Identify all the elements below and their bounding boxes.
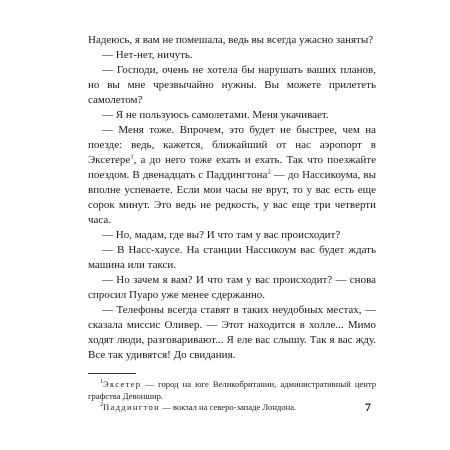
paragraph-9: — Телефоны всегда ставят в таких неудобных местах, — сказала миссис Оливер. — Этот находится в холле... Мимо ходят люди, разговаривают... Я еле вас слышу. Так я вас жду. Все так удивятся! До свидания. (88, 304, 376, 361)
page-number: 7 (365, 400, 371, 414)
footnote-ref-2[interactable]: 2 (267, 168, 271, 176)
main-text (88, 33, 376, 363)
footnote-2-text: — вокзал на северо-западе Лондона. (160, 402, 297, 412)
footnote-2 (88, 402, 376, 414)
footnote-1-text: — город на юге Великобритании, административный центр графства Девоншир. (88, 379, 376, 401)
footnote-ref-1[interactable]: 1 (130, 153, 134, 161)
book-page (88, 33, 376, 414)
paragraph-7: — В Насс-хаусе. На станции Нассикоум вас будет ждать машина или такси. (88, 244, 376, 271)
paragraph-5-part-1: — Меня тоже. Впрочем, это будет не быстрее, чем на поезде: ведь, кажется, ближайший от нас аэропорт в Эксетере (88, 124, 376, 166)
paragraph-5-part-2: , а до него тоже ехать и ехать. Так что поезжайте поездом. В двенадцать с Паддингтона (88, 154, 376, 181)
paragraph-1: Надеюсь, я вам не помешала, ведь вы всегда ужасно заняты? (88, 34, 374, 46)
footnote-divider (88, 373, 136, 374)
footnote-2-marker: 2 (100, 402, 103, 409)
paragraph-8: — Но зачем я вам? И что там у вас происходит? — снова спросил Пуаро уже менее сдержанно. (88, 274, 376, 301)
paragraph-5 (88, 123, 376, 228)
paragraph-6: — Но, мадам, где вы? И что там у вас происходит? (102, 229, 341, 241)
footnote-1-term: Эксетер (103, 379, 142, 389)
footnote-1-marker: 1 (100, 379, 103, 386)
paragraph-5-part-3: — до Нассикоума, вы вполне успеваете. Если мои часы не врут, то у вас есть еще сорок минут. Это ведь не редкость, у вас еще три четверти часа. (88, 169, 376, 226)
paragraph-2: — Нет-нет, ничуть. (102, 49, 193, 61)
paragraph-3: — Господи, очень не хотела бы нарушать ваших планов, но вы мне чрезвычайно нужны. Вы можете прилететь самолетом? (88, 64, 376, 106)
footnote-1 (88, 379, 376, 402)
footnote-2-term: Паддингтон (103, 402, 161, 412)
paragraph-4: — Я не пользуюсь самолетами. Меня укачивает. (102, 109, 329, 121)
